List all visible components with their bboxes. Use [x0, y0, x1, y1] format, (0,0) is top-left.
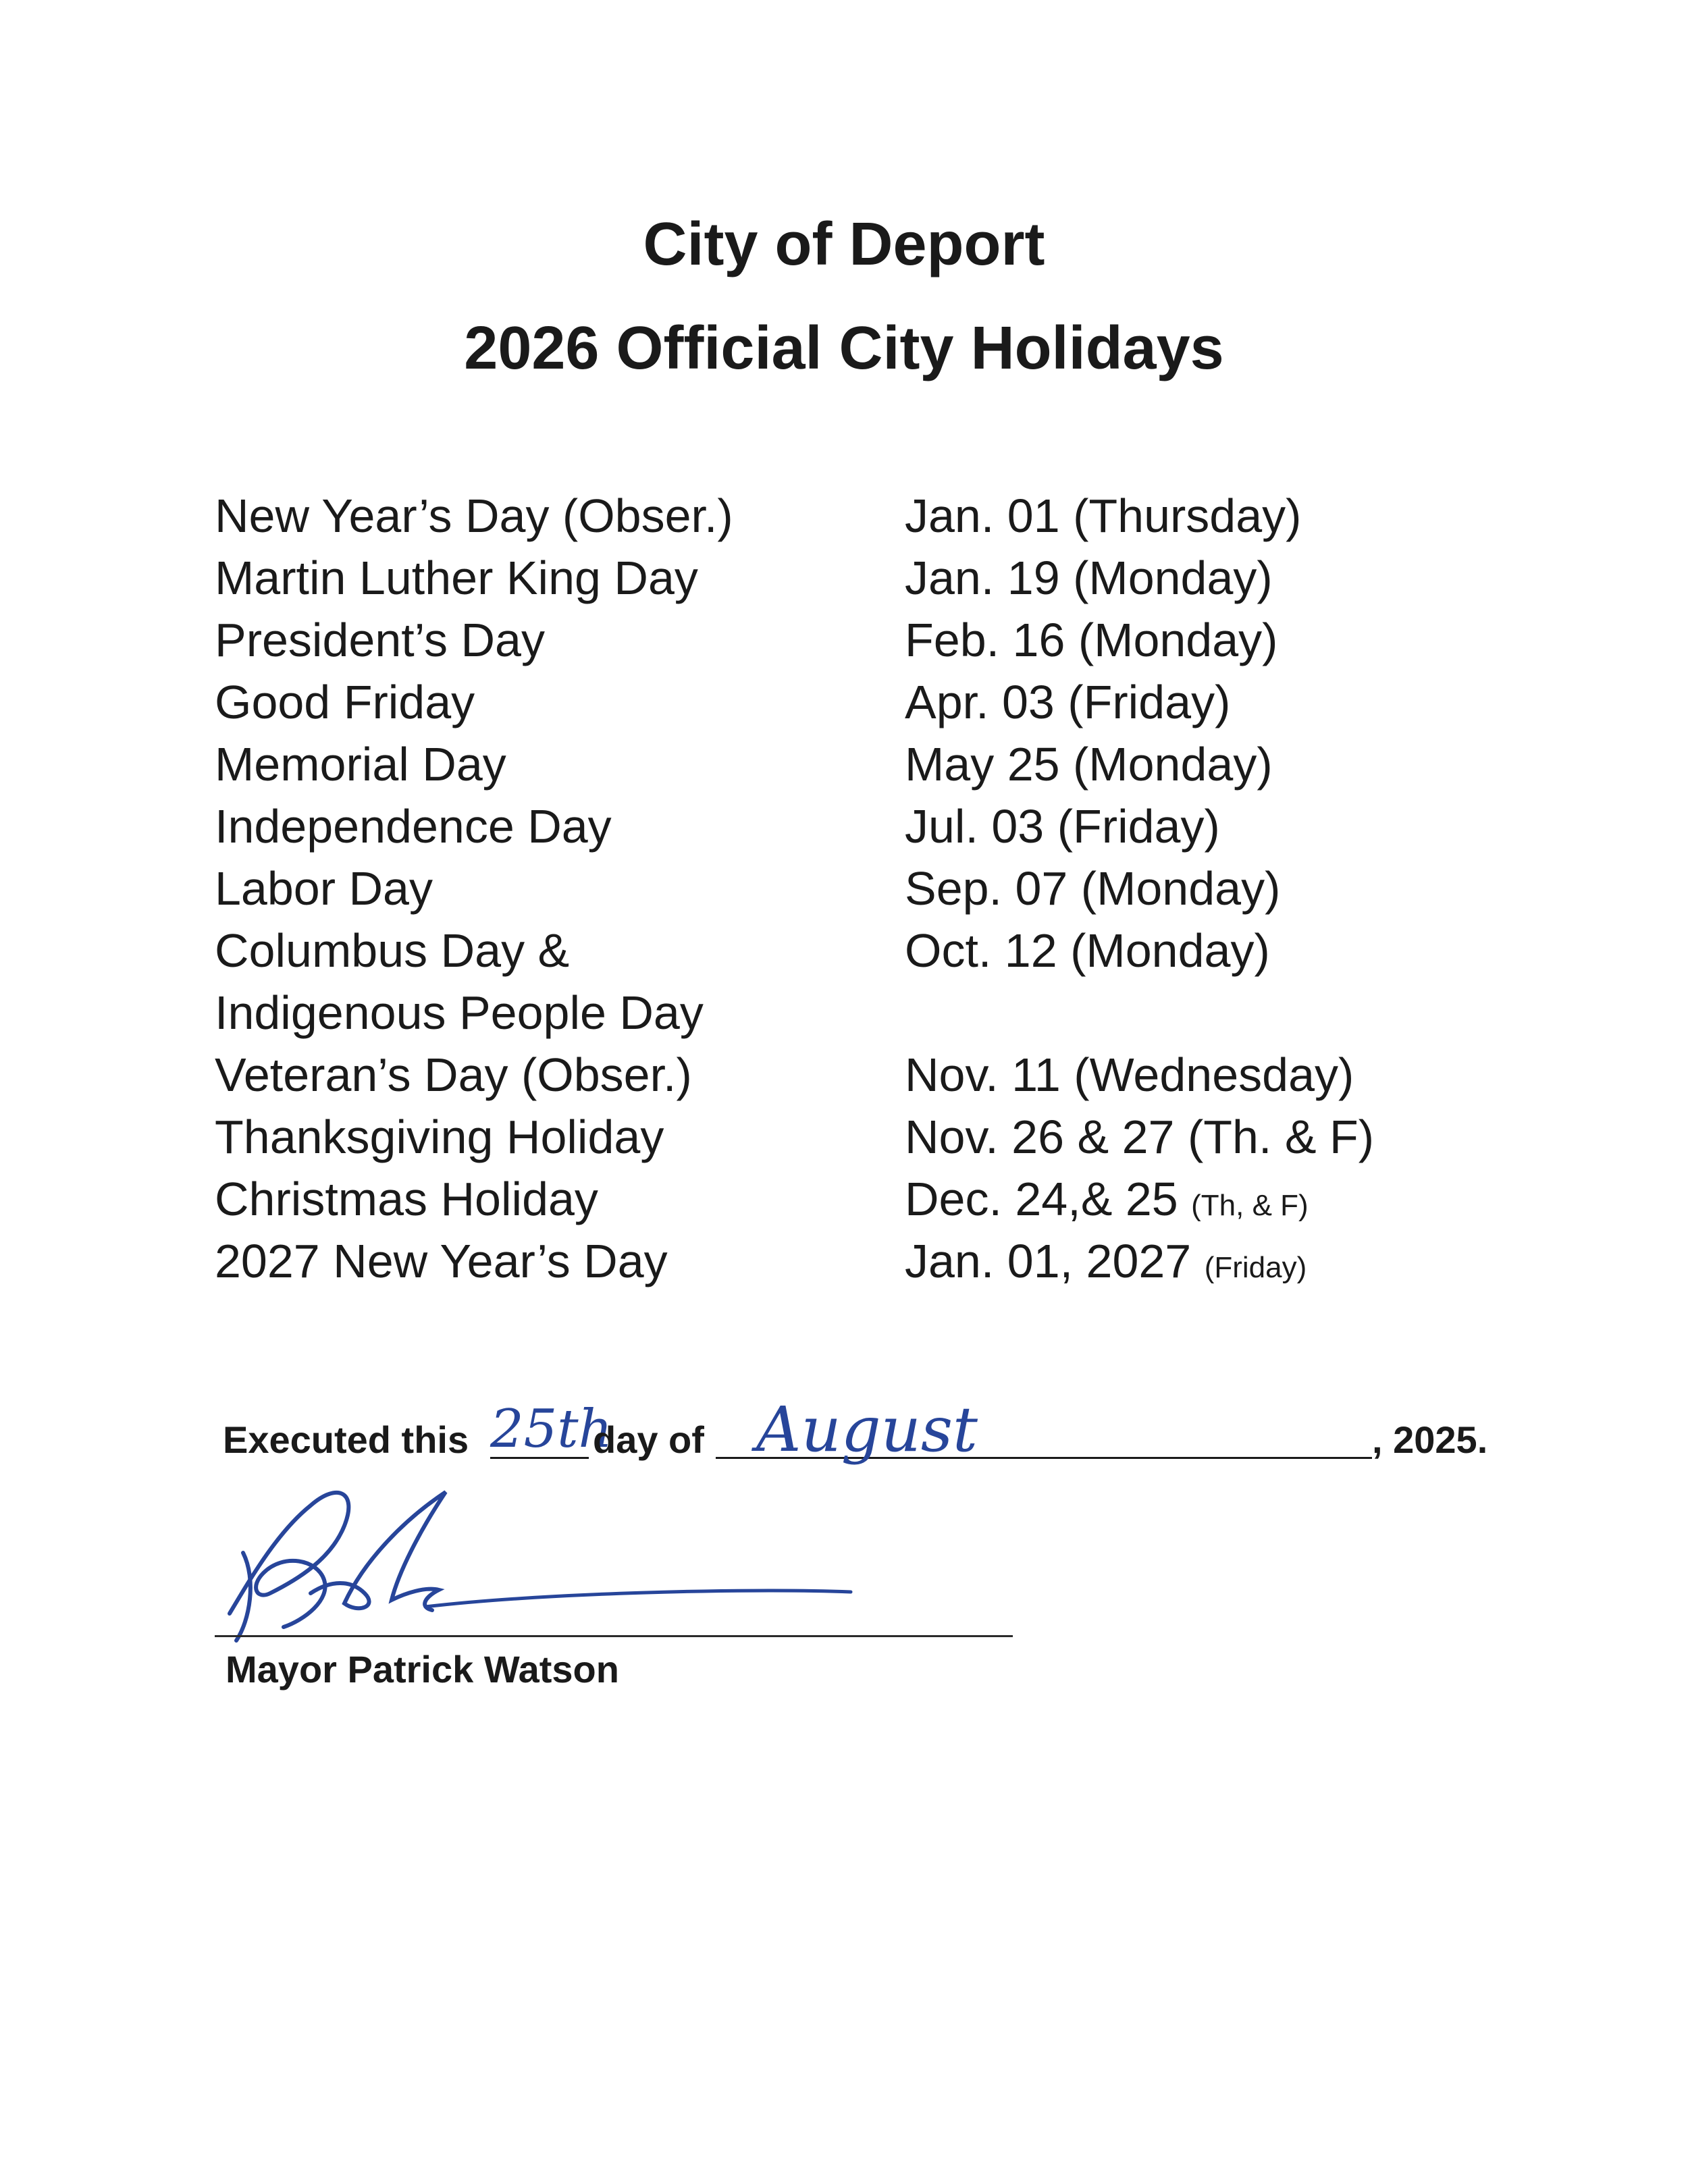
holiday-name: President’s Day [215, 614, 545, 666]
signature-mark [203, 1479, 878, 1654]
holiday-date: Feb. 16 (Monday) [905, 614, 1278, 666]
execution-line [223, 1393, 1488, 1466]
execution-prefix: Executed this [223, 1418, 469, 1461]
holiday-date: Nov. 26 & 27 (Th. & F) [905, 1111, 1375, 1163]
holiday-name: 2027 New Year’s Day [215, 1235, 668, 1287]
holiday-date-group [905, 1168, 1309, 1237]
signature-line [215, 1635, 1013, 1637]
holiday-name: Memorial Day [215, 738, 506, 791]
signer-label: Mayor Patrick Watson [226, 1648, 619, 1690]
holiday-date-suffix: (Th, & F) [1191, 1189, 1309, 1222]
holiday-date-suffix: (Friday) [1204, 1251, 1307, 1284]
holiday-date: Jan. 01 (Thursday) [905, 489, 1302, 542]
holiday-date: Sep. 07 (Monday) [905, 862, 1281, 915]
holiday-date: Nov. 11 (Wednesday) [905, 1048, 1354, 1101]
holiday-date: Jul. 03 (Friday) [905, 800, 1220, 853]
holiday-name: Christmas Holiday [215, 1173, 598, 1225]
page-title: 2026 Official City Holidays [464, 315, 1224, 382]
holiday-name: Thanksgiving Holiday [215, 1111, 664, 1163]
holiday-name: New Year’s Day (Obser.) [215, 489, 733, 542]
holiday-date: Jan. 19 (Monday) [905, 552, 1273, 604]
city-name: City of Deport [643, 211, 1045, 278]
execution-suffix: , 2025. [1372, 1418, 1488, 1461]
execution-middle: day of [593, 1418, 704, 1461]
holiday-name: Martin Luther King Day [215, 552, 698, 604]
holiday-date: Dec. 24,& 25 [905, 1173, 1178, 1225]
signature-stroke [425, 1591, 851, 1607]
holiday-name: Indigenous People Day [215, 986, 704, 1039]
holiday-date-group [905, 1230, 1307, 1299]
holiday-name: Labor Day [215, 862, 433, 915]
holiday-name: Independence Day [215, 800, 612, 853]
holiday-date: Oct. 12 (Monday) [905, 924, 1270, 977]
holiday-name: Good Friday [215, 676, 475, 728]
holiday-date: Apr. 03 (Friday) [905, 676, 1231, 728]
holiday-date: Jan. 01, 2027 [905, 1235, 1192, 1287]
holiday-name: Columbus Day & [215, 924, 570, 977]
document-header [0, 192, 1688, 400]
holiday-name: Veteran’s Day (Obser.) [215, 1048, 692, 1101]
holiday-date: May 25 (Monday) [905, 738, 1273, 791]
handwritten-month: August [756, 1393, 978, 1466]
handwritten-day: 25th [490, 1399, 612, 1460]
